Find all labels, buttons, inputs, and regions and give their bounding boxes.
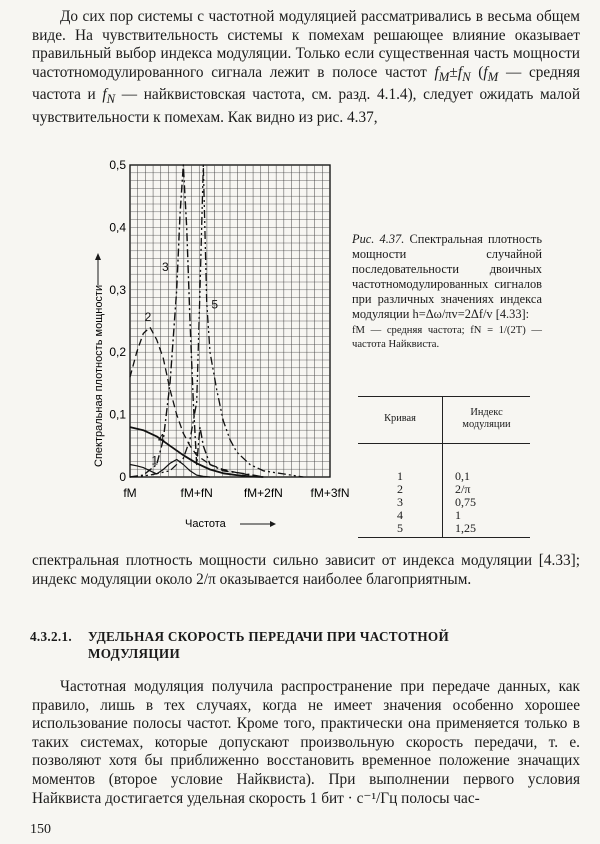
x-axis-label: Частота (185, 518, 226, 530)
caption-text: Спектральная плотность мощности случайной последовательности двоичных частотномодулированных сигналов при различных значениях индекса модуляции h=Δω/πv=2Δf/v [4.33]: (352, 232, 542, 321)
x-tick-label: fM+3fN (310, 486, 350, 500)
modulation-index: 0,1 (455, 469, 470, 483)
paragraph-conclusion: спектральная плотность мощности сильно зависит от индекса модуляции [4.33]; индекс модуляции около 2/π оказывается наиболее благоприятным. (32, 552, 580, 588)
paragraph-body: Частотная модуляция получила распространение при передаче данных, как правило, лишь в тех случаях, когда не имеет значения особенно хорошее использование полосы частот. Кроме того, практически она применяется только в таких системах, которые допускают произвольную скорость передачи, т. е. позволяют хотя бы приближенно восстановить временное положение значащих моментов (второе условие Найквиста). При выполнении первого условия Найквиста достигается удельная скорость 1 бит · с⁻¹/Гц полосы час- (32, 678, 580, 807)
y-tick-label: 0,1 (109, 407, 126, 422)
header-curve: Кривая (358, 397, 443, 444)
curve-label-4: 4 (158, 431, 165, 446)
y-tick-label: 0,3 (109, 282, 126, 297)
paragraph-intro: До сих пор системы с частотной модуляцией рассматривались в весьма общем виде. На чувствительность системы к помехам решающее влияние оказывает правильный выбор индекса модуляции. Только если существенная часть мощности частотномодулированного сигнала лежит в полосе частот $f_M\pm f_N$ ($f_M$ — средняя частота и $f_N$ — найквистовская частота, см. разд. 4.1.4), следует ожидать малой чувствительности к помехам. Как видно из рис. 4.37, (32, 8, 581, 127)
curve-label-1: 1 (151, 453, 159, 468)
x-tick-label: fM (123, 486, 137, 500)
x-tick-label: fM+2fN (243, 486, 283, 500)
y-tick-label: 0,4 (109, 220, 126, 235)
y-tick-label: 0,5 (109, 158, 126, 172)
curve-number: 3 (358, 496, 443, 509)
curve-label-3: 3 (162, 260, 169, 275)
caption-note: fM — средняя частота; fN = 1/(2T) — частота Найквиста. (352, 325, 542, 350)
y-axis-label: Спектральная плотность мощности (93, 284, 105, 467)
modulation-index: 1,25 (443, 522, 531, 538)
table-row (358, 483, 530, 496)
section-number: 4.3.2.1. (30, 629, 72, 644)
curve-label-2: 2 (144, 310, 152, 324)
curve-number: 1 (358, 444, 443, 484)
spectral-density-chart (90, 150, 350, 535)
header-index: Индекс модуляции (443, 397, 531, 444)
y-axis-arrowhead (95, 253, 101, 260)
modulation-index: 2/π (455, 482, 471, 496)
curve-index-table (358, 396, 530, 538)
figure-caption (352, 232, 542, 352)
section-title-line1: УДЕЛЬНАЯ СКОРОСТЬ ПЕРЕДАЧИ ПРИ ЧАСТОТНОЙ (88, 629, 450, 644)
curve-number: 5 (358, 522, 443, 538)
table-row (358, 444, 530, 484)
curve-number: 2 (358, 483, 443, 496)
modulation-index: 0,75 (455, 495, 476, 509)
y-tick-label: 0 (119, 470, 126, 484)
section-title-line2: МОДУЛЯЦИИ (88, 646, 181, 661)
x-axis-arrowhead (270, 521, 276, 527)
x-tick-label: fM+fN (180, 486, 213, 500)
page-number: 150 (30, 822, 51, 837)
curve-number: 4 (358, 509, 443, 522)
curve-label-5: 5 (211, 297, 219, 312)
series-line-1 (130, 460, 210, 478)
table-row (358, 509, 530, 522)
table-row (358, 522, 530, 538)
y-tick-label: 0,2 (109, 345, 126, 360)
table-row (358, 496, 530, 509)
modulation-index: 1 (455, 508, 461, 522)
section-heading (30, 628, 550, 662)
figure-number: Рис. 4.37. (352, 232, 405, 246)
